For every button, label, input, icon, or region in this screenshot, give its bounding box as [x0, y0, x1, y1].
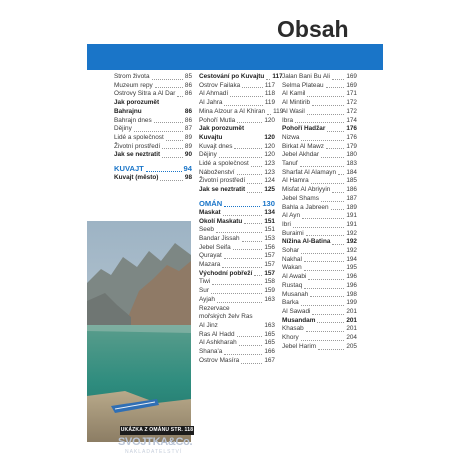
- toc-entry-page: 191: [346, 212, 357, 220]
- toc-leader-dots: [155, 87, 183, 88]
- toc-leader-dots: [244, 223, 262, 224]
- toc-entry-title: Strom života: [114, 73, 150, 80]
- toc-entry-title: Mazara: [199, 261, 221, 269]
- toc-leader-dots: [162, 148, 183, 149]
- toc-entry: [282, 212, 357, 221]
- toc-leader-dots: [301, 305, 345, 306]
- toc-entry: [114, 143, 192, 152]
- toc-entry-page: 86: [184, 107, 192, 115]
- toc-entry-title: Al Wasil: [282, 107, 305, 115]
- toc-entry: [282, 308, 357, 317]
- toc-entry: [199, 90, 275, 99]
- toc-entry-title: Bandar Jissah: [199, 234, 240, 242]
- toc-leader-dots: [237, 122, 262, 123]
- toc-entry: [199, 186, 275, 195]
- toc-entry-title: Lidé a společnost: [199, 160, 249, 168]
- toc-entry-title: Sur: [199, 287, 209, 295]
- toc-leader-dots: [230, 96, 263, 97]
- toc-column-2: [199, 73, 284, 366]
- toc-column-3: [282, 73, 357, 352]
- toc-entry-page: 174: [346, 116, 357, 124]
- toc-leader-dots: [242, 241, 263, 242]
- toc-entry-page: 196: [346, 273, 357, 281]
- toc-entry-title: Al Awabi: [282, 273, 307, 281]
- toc-entry-title: Al Ayn: [282, 212, 301, 220]
- toc-entry-page: 94: [183, 164, 192, 174]
- toc-leader-dots: [326, 87, 345, 88]
- toc-entry-title: Sharfat Al Alamayn: [282, 168, 336, 176]
- toc-entry-page: 156: [264, 243, 275, 251]
- toc-leader-dots: [219, 157, 263, 158]
- toc-entry-page: 191: [346, 220, 357, 228]
- toc-leader-dots: [321, 157, 344, 158]
- toc-entry-page: 166: [264, 348, 275, 356]
- toc-leader-dots: [304, 288, 344, 289]
- toc-entry-title: Životní prostředí: [199, 177, 246, 185]
- toc-leader-dots: [338, 174, 344, 175]
- toc-entry-page: 86: [184, 81, 192, 89]
- toc-entry-page: 179: [346, 142, 357, 150]
- toc-entry-page: 199: [346, 299, 357, 307]
- header-band: [87, 44, 383, 70]
- toc-entry: [199, 117, 275, 126]
- toc-leader-dots: [222, 267, 262, 268]
- toc-entry-title: Bahrajn dnes: [114, 116, 152, 124]
- toc-leader-dots: [166, 140, 183, 141]
- page-title: Obsah: [277, 16, 349, 42]
- toc-entry: [199, 177, 275, 186]
- toc-entry-page: 169: [346, 73, 357, 80]
- fjord-boat-photo: [87, 221, 191, 442]
- toc-entry: [114, 73, 192, 82]
- toc-entry-page: 176: [346, 125, 357, 133]
- toc-entry: [199, 125, 275, 142]
- toc-entry: [282, 247, 357, 256]
- toc-entry-page: 118: [264, 90, 275, 98]
- toc-leader-dots: [234, 148, 262, 149]
- toc-entry-title: Nížina Al-Batina: [282, 238, 331, 246]
- toc-entry-title: Kuvajt (město): [114, 174, 159, 182]
- toc-entry-page: 205: [346, 342, 357, 350]
- toc-entry: [282, 325, 357, 334]
- toc-entry-title: Pohoří Hadžar: [282, 125, 326, 133]
- toc-entry-page: 192: [346, 229, 357, 237]
- toc-entry: [282, 299, 357, 308]
- toc-entry: [282, 143, 357, 152]
- toc-entry-title: Jebel Akhdar: [282, 151, 319, 159]
- toc-leader-dots: [146, 171, 182, 172]
- toc-leader-dots: [293, 227, 344, 228]
- toc-leader-dots: [332, 79, 344, 80]
- toc-entry-title: Al Sawadi: [282, 307, 311, 315]
- toc-entry-page: 86: [184, 90, 192, 98]
- toc-entry-title: Jebel Seifa: [199, 243, 231, 251]
- toc-entry: [199, 357, 275, 366]
- toc-entry-page: 157: [264, 269, 275, 277]
- toc-entry-page: 185: [346, 177, 357, 185]
- toc-leader-dots: [300, 166, 345, 167]
- toc-entry: [199, 235, 275, 244]
- toc-entry: [282, 125, 357, 134]
- toc-entry-page: 86: [184, 116, 192, 124]
- toc-entry-page: 119: [264, 99, 275, 107]
- toc-entry-title: Birkat Al Mawz: [282, 142, 324, 150]
- toc-entry-page: 98: [184, 174, 192, 182]
- toc-entry-title: Musandam: [282, 316, 316, 324]
- toc-leader-dots: [302, 218, 344, 219]
- toc-entry-page: 201: [346, 316, 357, 324]
- toc-entry-page: 201: [346, 307, 357, 315]
- toc-entry: [282, 117, 357, 126]
- toc-entry: [114, 164, 192, 174]
- toc-entry: [199, 99, 275, 108]
- publisher-tagline: NAKLADATELSTVÍ: [125, 449, 183, 455]
- toc-entry-title: Nakhal: [282, 255, 302, 263]
- toc-entry-title: Al Kamil: [282, 90, 306, 98]
- toc-leader-dots: [224, 206, 260, 207]
- toc-entry-title: Wakan: [282, 264, 302, 272]
- toc-entry-title: Mina Alzour a Al Khiran: [199, 107, 266, 115]
- toc-leader-dots: [160, 180, 183, 181]
- toc-leader-dots: [331, 209, 345, 210]
- toc-leader-dots: [332, 192, 344, 193]
- toc-entry-title: Seeb: [199, 226, 214, 234]
- toc-entry: [199, 270, 275, 279]
- toc-entry: [282, 195, 357, 204]
- toc-entry: [199, 199, 275, 209]
- toc-leader-dots: [177, 96, 182, 97]
- toc-entry: [282, 221, 357, 230]
- toc-entry: [199, 278, 275, 287]
- toc-entry-page: 151: [264, 217, 275, 225]
- toc-entry: [282, 134, 357, 143]
- toc-entry-page: 159: [264, 287, 275, 295]
- toc-entry-title: Tanuf: [282, 160, 298, 168]
- toc-leader-dots: [216, 232, 262, 233]
- toc-entry-title: Ibra: [282, 116, 294, 124]
- toc-entry: [282, 291, 357, 300]
- toc-entry-title: Tiwi: [199, 278, 211, 286]
- toc-entry-title: Rezervace mořských želv Ras Al Jinz: [199, 304, 253, 329]
- toc-entry: [114, 134, 192, 143]
- toc-entry-page: 130: [262, 198, 275, 208]
- toc-entry-title: OMÁN: [199, 198, 223, 208]
- toc-leader-dots: [237, 174, 263, 175]
- toc-entry-page: 117: [272, 73, 283, 80]
- toc-entry-page: 192: [346, 238, 357, 246]
- toc-leader-dots: [301, 140, 344, 141]
- toc-entry-title: Okolí Maskatu: [199, 217, 243, 225]
- toc-entry: [282, 264, 357, 273]
- toc-entry-title: Ras Al Hadd: [199, 330, 235, 338]
- toc-entry-page: 163: [264, 321, 275, 329]
- toc-entry-title: Khasab: [282, 325, 304, 333]
- toc-leader-dots: [307, 114, 344, 115]
- toc-entry-title: Al Hamra: [282, 177, 309, 185]
- toc-entry-title: Východní pobřeží: [199, 269, 253, 277]
- toc-entry-page: 157: [264, 261, 275, 269]
- toc-entry-page: 87: [184, 125, 192, 133]
- toc-entry-page: 119: [273, 107, 284, 115]
- toc-entry: [282, 108, 357, 117]
- toc-entry-page: 171: [346, 90, 357, 98]
- toc-entry-title: Dějiny: [114, 125, 132, 133]
- toc-entry-page: 189: [346, 203, 357, 211]
- toc-leader-dots: [307, 96, 344, 97]
- toc-entry: [199, 160, 275, 169]
- toc-leader-dots: [162, 157, 183, 158]
- toc-entry-page: 172: [346, 99, 357, 107]
- toc-entry-title: Selma Plateau: [282, 81, 324, 89]
- toc-leader-dots: [306, 331, 345, 332]
- toc-entry-page: 157: [264, 252, 275, 260]
- toc-entry: [114, 117, 192, 126]
- toc-entry: [199, 151, 275, 160]
- toc-entry-page: 187: [346, 194, 357, 202]
- toc-entry-title: Jebel Shams: [282, 194, 319, 202]
- publisher-logo: SVOJTKA&Co.: [118, 436, 193, 448]
- toc-leader-dots: [311, 183, 345, 184]
- toc-entry: [114, 90, 192, 99]
- toc-leader-dots: [223, 215, 263, 216]
- toc-leader-dots: [134, 131, 183, 132]
- toc-entry: [199, 226, 275, 235]
- toc-entry-title: Ostrov Masíra: [199, 356, 240, 364]
- toc-entry-page: 192: [346, 247, 357, 255]
- toc-entry-title: Kuvajt dnes: [199, 142, 233, 150]
- toc-entry: [282, 186, 357, 195]
- toc-leader-dots: [267, 114, 271, 115]
- toc-entry-title: Jak se neztratit: [199, 186, 246, 194]
- toc-entry-page: 120: [264, 151, 275, 159]
- toc-entry: [282, 160, 357, 169]
- toc-entry-page: 195: [346, 264, 357, 272]
- toc-entry: [282, 282, 357, 291]
- toc-entry-title: Jak porozumět Bahrajnu: [114, 99, 160, 115]
- toc-entry-title: Jak se neztratit: [114, 151, 161, 159]
- toc-entry-title: Ibri: [282, 220, 291, 228]
- toc-entry: [282, 334, 357, 343]
- toc-leader-dots: [247, 183, 262, 184]
- toc-entry: [199, 107, 284, 117]
- toc-entry: [282, 256, 357, 265]
- toc-entry-page: 120: [264, 142, 275, 150]
- toc-entry-page: 123: [264, 168, 275, 176]
- toc-entry-page: 183: [346, 160, 357, 168]
- toc-entry: [199, 218, 275, 227]
- toc-entry-title: Náboženství: [199, 168, 235, 176]
- toc-leader-dots: [254, 275, 262, 276]
- toc-entry: [282, 82, 357, 91]
- toc-entry-title: Pohoří Mutla: [199, 116, 236, 124]
- toc-entry: [282, 273, 357, 282]
- toc-entry-page: 89: [184, 133, 192, 141]
- toc-entry-page: 123: [264, 160, 275, 168]
- toc-entry-title: KUVAJT: [114, 164, 144, 174]
- toc-leader-dots: [301, 253, 344, 254]
- toc-entry-page: 90: [184, 151, 192, 159]
- toc-entry-page: 151: [264, 226, 275, 234]
- toc-entry: [199, 305, 275, 331]
- toc-leader-dots: [306, 235, 345, 236]
- toc-entry-page: 194: [346, 255, 357, 263]
- toc-entry: [199, 252, 275, 261]
- toc-leader-dots: [224, 258, 263, 259]
- toc-leader-dots: [239, 345, 263, 346]
- toc-column-1: [114, 73, 192, 183]
- toc-entry-title: Jebel Harim: [282, 342, 317, 350]
- toc-entry-page: 196: [346, 281, 357, 289]
- toc-entry-title: Khory: [282, 334, 299, 342]
- toc-entry-title: Al Jahra: [199, 99, 223, 107]
- toc-entry-title: Barka: [282, 299, 299, 307]
- toc-leader-dots: [295, 122, 344, 123]
- toc-entry: [199, 287, 275, 296]
- toc-entry-title: Misfat Al Abriyyin: [282, 186, 331, 194]
- toc-entry-title: Al Ashkharah: [199, 339, 237, 347]
- toc-leader-dots: [304, 270, 345, 271]
- toc-entry: [282, 230, 357, 239]
- toc-entry: [282, 90, 357, 99]
- toc-leader-dots: [247, 192, 262, 193]
- toc-entry-page: 117: [264, 81, 275, 89]
- toc-leader-dots: [308, 279, 344, 280]
- fjord-photo-svg: [87, 221, 191, 442]
- toc-entry-page: 167: [264, 356, 275, 364]
- toc-entry-page: 186: [346, 186, 357, 194]
- toc-leader-dots: [310, 296, 344, 297]
- toc-entry-page: 120: [264, 133, 275, 141]
- toc-entry: [199, 348, 275, 357]
- toc-entry: [282, 169, 357, 178]
- toc-entry-title: Qurayat: [199, 252, 222, 260]
- toc-leader-dots: [242, 87, 263, 88]
- toc-entry: [282, 177, 357, 186]
- toc-leader-dots: [318, 349, 344, 350]
- toc-leader-dots: [317, 322, 344, 323]
- toc-leader-dots: [211, 293, 262, 294]
- toc-entry: [114, 125, 192, 134]
- toc-entry-page: 165: [264, 339, 275, 347]
- toc-leader-dots: [326, 148, 344, 149]
- toc-entry-title: Musanah: [282, 290, 309, 298]
- toc-entry: [199, 331, 275, 340]
- toc-entry-title: Ostrov Failaka: [199, 81, 241, 89]
- toc-leader-dots: [217, 302, 262, 303]
- toc-entry: [282, 99, 357, 108]
- toc-entry-page: 201: [346, 325, 357, 333]
- toc-entry: [199, 73, 283, 82]
- toc-entry-page: 184: [346, 168, 357, 176]
- toc-leader-dots: [304, 261, 344, 262]
- toc-entry: [114, 82, 192, 91]
- toc-entry-title: Lidé a společnost: [114, 133, 164, 141]
- toc-entry-title: Ayjah: [199, 295, 215, 303]
- toc-entry-title: Muzeum repy: [114, 81, 153, 89]
- toc-entry-title: Dějiny: [199, 151, 217, 159]
- toc-entry: [282, 73, 357, 82]
- toc-leader-dots: [224, 354, 262, 355]
- toc-entry-page: 165: [264, 330, 275, 338]
- toc-entry: [199, 339, 275, 348]
- toc-leader-dots: [154, 122, 183, 123]
- toc-entry-page: 169: [346, 81, 357, 89]
- toc-entry-title: Životní prostředí: [114, 142, 161, 150]
- toc-entry: [114, 99, 192, 116]
- toc-entry-title: Al Ahmadí: [199, 90, 229, 98]
- toc-leader-dots: [251, 166, 263, 167]
- toc-entry-page: 120: [264, 116, 275, 124]
- toc-entry: [199, 143, 275, 152]
- toc-leader-dots: [301, 340, 345, 341]
- toc-entry: [282, 238, 357, 247]
- toc-entry: [199, 82, 275, 91]
- toc-entry-page: 163: [264, 295, 275, 303]
- toc-entry: [199, 296, 275, 305]
- toc-entry-title: Al Mintirib: [282, 99, 311, 107]
- toc-entry-page: 125: [264, 186, 275, 194]
- toc-entry-title: Shana'a: [199, 348, 223, 356]
- toc-entry-page: 176: [346, 133, 357, 141]
- toc-leader-dots: [332, 244, 344, 245]
- toc-leader-dots: [312, 105, 344, 106]
- toc-entry-page: 172: [346, 107, 357, 115]
- toc-entry-page: 153: [264, 234, 275, 242]
- toc-leader-dots: [152, 79, 183, 80]
- toc-leader-dots: [321, 201, 344, 202]
- toc-leader-dots: [312, 314, 344, 315]
- toc-entry: [114, 151, 192, 160]
- toc-entry-title: Sohar: [282, 247, 300, 255]
- toc-entry-title: Maskat: [199, 208, 221, 216]
- toc-entry: [282, 151, 357, 160]
- toc-entry: [114, 174, 192, 183]
- toc-leader-dots: [212, 284, 262, 285]
- toc-entry-page: 89: [184, 142, 192, 150]
- toc-entry-title: Bahla a Jabreen: [282, 203, 329, 211]
- toc-entry-title: Ostrovy Sitra a Al Dar: [114, 90, 176, 98]
- toc-entry-page: 180: [346, 151, 357, 159]
- toc-entry-page: 198: [346, 290, 357, 298]
- toc-entry: [282, 317, 357, 326]
- toc-entry-page: 124: [264, 177, 275, 185]
- toc-leader-dots: [241, 363, 262, 364]
- toc-entry-page: 134: [264, 208, 275, 216]
- toc-entry-title: Jalan Bani Bu Ali: [282, 73, 330, 80]
- toc-leader-dots: [327, 131, 344, 132]
- toc-entry-title: Nizwa: [282, 133, 300, 141]
- toc-entry-title: Rustaq: [282, 281, 303, 289]
- toc-entry: [282, 343, 357, 352]
- toc-entry: [199, 261, 275, 270]
- toc-entry: [282, 204, 357, 213]
- toc-entry-title: Buraimi: [282, 229, 304, 237]
- toc-entry-page: 204: [346, 334, 357, 342]
- toc-entry-title: Jak porozumět Kuvajtu: [199, 125, 245, 141]
- toc-entry-title: Cestování po Kuvajtu: [199, 73, 265, 80]
- toc-entry: [199, 209, 275, 218]
- toc-leader-dots: [237, 336, 263, 337]
- toc-leader-dots: [233, 249, 263, 250]
- toc-leader-dots: [266, 79, 270, 80]
- toc-leader-dots: [224, 105, 262, 106]
- toc-entry-page: 85: [184, 73, 192, 80]
- toc-entry-page: 158: [264, 278, 275, 286]
- toc-entry: [199, 244, 275, 253]
- sample-stamp: UKÁZKA Z OMÁNU STR. 118: [120, 427, 194, 433]
